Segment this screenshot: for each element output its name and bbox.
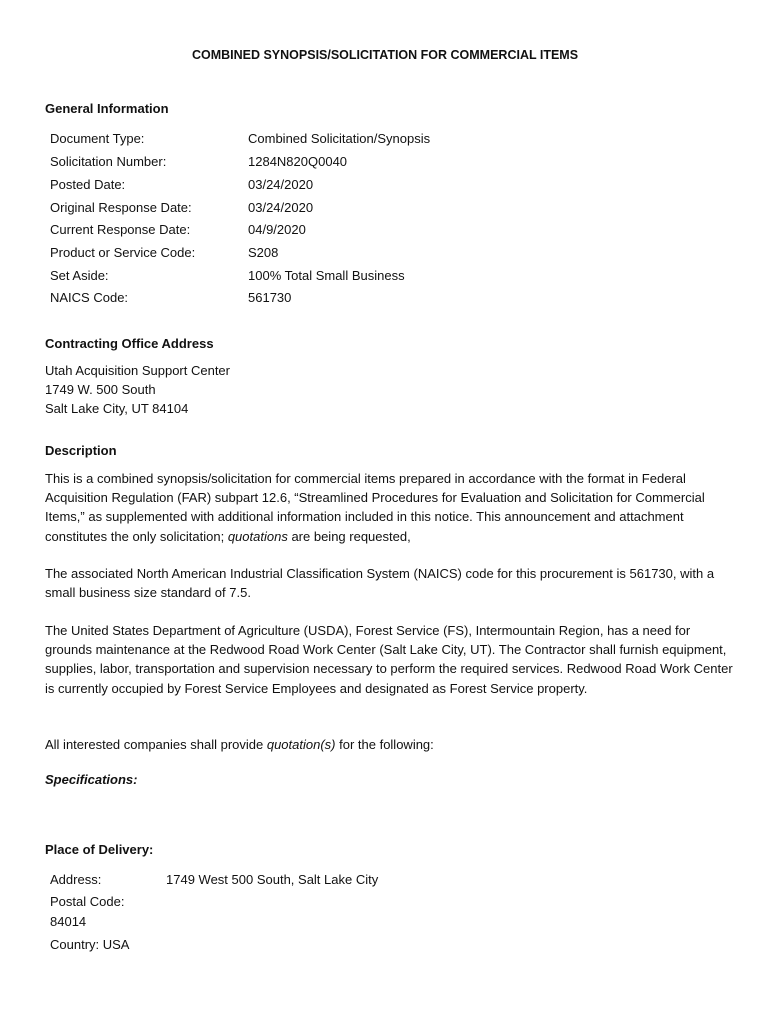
delivery-postal-label: Postal Code: xyxy=(50,894,125,909)
field-label: Set Aside: xyxy=(50,268,109,283)
general-information-heading: General Information xyxy=(45,101,169,116)
field-label: Product or Service Code: xyxy=(50,245,196,260)
office-address-line: Utah Acquisition Support Center xyxy=(45,363,230,378)
paragraph-text: for the following: xyxy=(335,737,434,752)
field-label: Original Response Date: xyxy=(50,200,192,215)
office-address-line: 1749 W. 500 South xyxy=(45,382,156,397)
paragraph-text: This is a combined synopsis/solicitation for commercial items prepared in accordance with the format in Federal Acquisition Regulation (FAR) subpart 12.6, “Streamlined Procedures for Evaluation and Solicitation for Commercial Items,” as supplemented with additional information included in this notice. This announcement and attachment constitutes the only solicitation; xyxy=(45,471,705,544)
description-paragraph-2: The associated North American Industrial Classification System (NAICS) code for this procurement is 561730, with a small business size standard of 7.5. xyxy=(45,566,715,601)
field-label: Solicitation Number: xyxy=(50,154,167,169)
contracting-office-heading: Contracting Office Address xyxy=(45,336,214,351)
specifications-heading: Specifications: xyxy=(45,772,138,787)
field-value: 1284N820Q0040 xyxy=(248,154,348,169)
description-heading: Description xyxy=(45,443,117,458)
paragraph-text: All interested companies shall provide xyxy=(45,737,267,752)
paragraph-emphasis: quotation(s) xyxy=(266,737,336,752)
delivery-postal-value: 84014 xyxy=(50,914,87,929)
document-title: COMBINED SYNOPSIS/SOLICITATION FOR COMMERCIAL ITEMS xyxy=(191,48,579,62)
field-value: 561730 xyxy=(248,290,292,305)
delivery-address-value: 1749 West 500 South, Salt Lake City xyxy=(166,872,379,887)
field-label: Document Type: xyxy=(50,131,145,146)
field-value: 03/24/2020 xyxy=(248,200,314,215)
field-label: Current Response Date: xyxy=(50,222,191,237)
delivery-address-label: Address: xyxy=(50,872,102,887)
field-label: NAICS Code: xyxy=(50,290,129,305)
field-value: S208 xyxy=(248,245,279,260)
place-of-delivery-heading: Place of Delivery: xyxy=(45,842,154,857)
delivery-country: Country: USA xyxy=(50,937,130,952)
field-value: 100% Total Small Business xyxy=(248,268,405,283)
field-value: Combined Solicitation/Synopsis xyxy=(248,131,431,146)
description-paragraph-3: The United States Department of Agriculture (USDA), Forest Service (FS), Intermountain Region, has a need for grounds maintenance at the Redwood Road Work Center (Salt Lake City, UT). The Contractor shall furnish equipment, supplies, labor, transportation and supervision necessary to perform the required services. Redwood Road Work Center is currently occupied by Forest Service Employees and designated as Forest Service property. xyxy=(45,623,733,696)
office-address-line: Salt Lake City, UT 84104 xyxy=(45,401,189,416)
paragraph-text: are being requested, xyxy=(287,528,411,544)
description-paragraph-1 xyxy=(45,469,735,546)
field-value: 04/9/2020 xyxy=(248,222,306,237)
field-label: Posted Date: xyxy=(50,177,126,192)
description-paragraph-4 xyxy=(45,735,735,754)
paragraph-emphasis: quotations xyxy=(227,528,288,544)
field-value: 03/24/2020 xyxy=(248,177,314,192)
